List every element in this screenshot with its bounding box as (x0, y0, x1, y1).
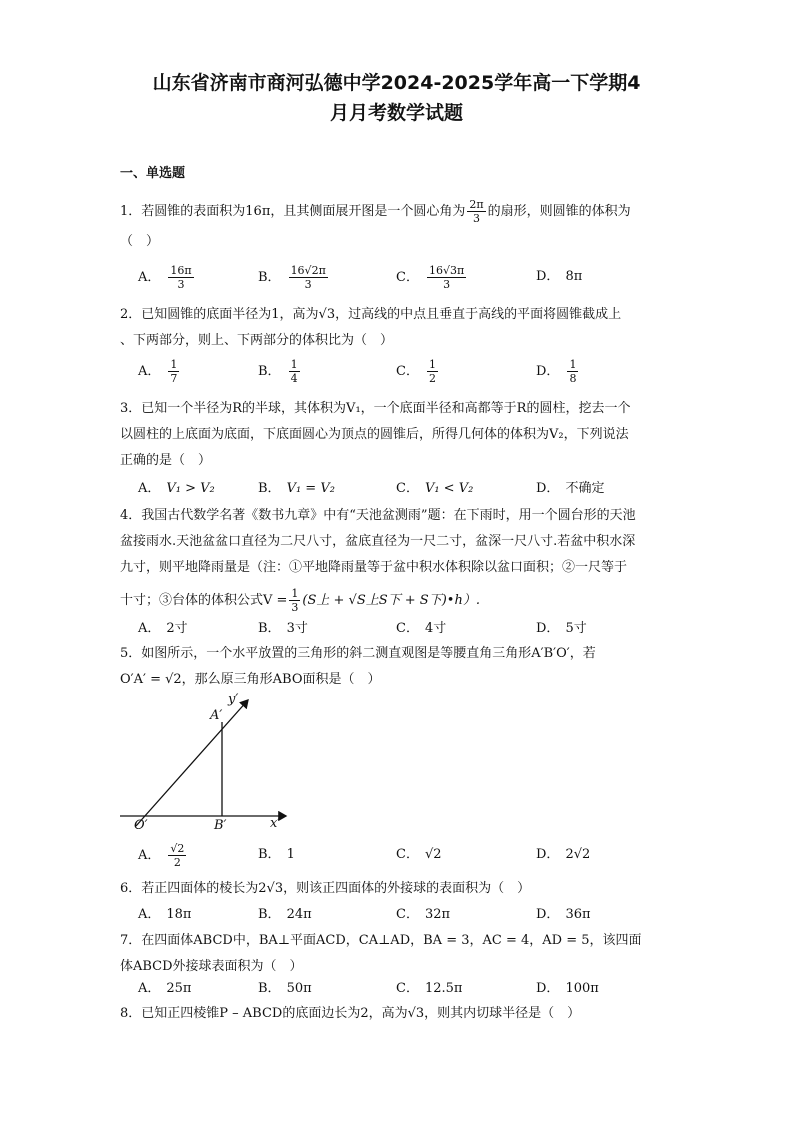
q5-options (138, 842, 698, 868)
oblique-triangle-diagram (118, 692, 298, 834)
q6-option-c[interactable]: C． 32π (396, 907, 451, 922)
q3-option-d[interactable]: D． 不确定 (536, 481, 605, 496)
q2-option-b[interactable]: B． $\frac{1}{4}$ (258, 358, 298, 385)
q4-line-3: 九寸，则平地降雨量是（注：①平地降雨量等于盆中积水体积除以盆口面积；②一尺等于 (120, 560, 628, 575)
question-4 (120, 503, 680, 614)
q4-options (138, 616, 698, 642)
q3-line-1: 3．已知一个半径为R的半球，其体积为V₁，一个底面半径和高都等于R的圆柱，挖去一个 (120, 401, 631, 416)
q5-line-2: O′A′ = √2，那么原三角形ABO面积是（ ） (120, 672, 381, 687)
q7-option-b[interactable]: B． 50π (258, 981, 312, 996)
q7-option-d[interactable]: D． 100π (536, 981, 599, 996)
q1-option-b[interactable]: B． $\frac{16√2\pi}{3}$ (258, 264, 326, 291)
q7-line-1: 7．在四面体ABCD中，BA⊥平面ACD，CA⊥AD，BA = 3，AC = 4，AD = 5，该四面 (120, 933, 642, 948)
question-1 (120, 198, 680, 255)
label-y: y′ (228, 692, 239, 707)
q7-option-a[interactable]: A． 25π (138, 981, 192, 996)
q5-option-d[interactable]: D． 2√2 (536, 847, 591, 862)
q2-option-a[interactable]: A． $\frac{1}{7}$ (138, 358, 178, 385)
q6-options (138, 902, 698, 928)
label-x: x′ (270, 816, 281, 831)
q1-option-a[interactable]: A． $\frac{16\pi}{3}$ (138, 264, 192, 291)
section-heading: 一、单选题 (120, 166, 186, 181)
q4-line-4: 十寸；③台体的体积公式V = $\frac{1}{3}$ (S上 + √S上S下 + S下)•h）. (120, 587, 480, 614)
q1-text-a: 1．若圆锥的表面积为16π，且其侧面展开图是一个圆心角为 (120, 204, 466, 219)
q6-line-1: 6．若正四面体的棱长为2√3，则该正四面体的外接球的表面积为（ ） (120, 881, 531, 896)
q4-option-d[interactable]: D． 5寸 (536, 621, 587, 636)
q5-line-1: 5．如图所示，一个水平放置的三角形的斜二测直观图是等腰直角三角形A′B′O′，若 (120, 646, 596, 661)
q2-line-1: 2．已知圆锥的底面半径为1，高为√3，过高线的中点且垂直于高线的平面将圆锥截成上 (120, 307, 622, 322)
q4-line-2: 盆接雨水.天池盆盆口直径为二尺八寸，盆底直径为一尺二寸，盆深一尺八寸.若盆中积水深 (120, 534, 636, 549)
q3-line-2: 以圆柱的上底面为底面，下底面圆心为顶点的圆锥后，所得几何体的体积为V₂，下列说法 (120, 427, 629, 442)
q1-fraction: $\frac{2\pi}{3}$ (469, 198, 484, 225)
title-line-1: 山东省济南市商河弘德中学2024-2025学年高一下学期4 (152, 72, 641, 94)
q5-option-b[interactable]: B． 1 (258, 847, 295, 862)
label-o: O′ (134, 818, 148, 833)
q1-option-d[interactable]: D． 8π (536, 269, 583, 284)
question-3 (120, 396, 680, 474)
q1-text-b: 的扇形，则圆锥的体积为 (487, 204, 631, 219)
q3-option-a[interactable]: A． V₁ > V₂ (138, 481, 215, 496)
q3-option-c[interactable]: C． V₁ < V₂ (396, 481, 474, 496)
q2-options (138, 358, 698, 384)
title-line-2: 月月考数学试题 (329, 102, 463, 124)
q6-option-a[interactable]: A． 18π (138, 907, 192, 922)
q7-line-2: 体ABCD外接球表面积为（ ） (120, 959, 303, 974)
question-6 (120, 876, 680, 902)
y-axis (136, 700, 248, 826)
q4-option-a[interactable]: A． 2寸 (138, 621, 188, 636)
question-8 (120, 1001, 680, 1027)
q7-option-c[interactable]: C． 12.5π (396, 981, 463, 996)
q4-option-c[interactable]: C． 4寸 (396, 621, 447, 636)
q5-option-c[interactable]: C． √2 (396, 847, 442, 862)
q5-figure (118, 692, 298, 834)
question-7 (120, 928, 680, 980)
q3-options (138, 476, 698, 502)
q2-option-c[interactable]: C． $\frac{1}{2}$ (396, 358, 436, 385)
q4-line-1: 4．我国古代数学名著《数书九章》中有“天池盆测雨”题：在下雨时，用一个圆台形的天池 (120, 508, 636, 523)
q6-option-b[interactable]: B． 24π (258, 907, 312, 922)
q3-option-b[interactable]: B． V₁ = V₂ (258, 481, 335, 496)
q2-option-d[interactable]: D． $\frac{1}{8}$ (536, 358, 577, 385)
q2-line-2: 、下两部分，则上、下两部分的体积比为（ ） (120, 333, 394, 348)
q1-option-c[interactable]: C． $\frac{16√3\pi}{3}$ (396, 264, 465, 291)
q7-options (138, 976, 698, 1002)
question-2 (120, 302, 680, 354)
q6-option-d[interactable]: D． 36π (536, 907, 591, 922)
q8-line-1: 8．已知正四棱锥P – ABCD的底面边长为2，高为√3，则其内切球半径是（ ） (120, 1006, 581, 1021)
page-title (100, 68, 693, 128)
label-a: A′ (210, 708, 223, 723)
question-5 (120, 641, 680, 693)
q4-option-b[interactable]: B． 3寸 (258, 621, 308, 636)
q1-options (138, 264, 698, 290)
label-b: B′ (214, 818, 227, 833)
q5-option-a[interactable]: A． $\frac{√2}{2}$ (138, 842, 185, 869)
q1-paren: （ ） (120, 234, 160, 249)
q3-line-3: 正确的是（ ） (120, 453, 212, 468)
